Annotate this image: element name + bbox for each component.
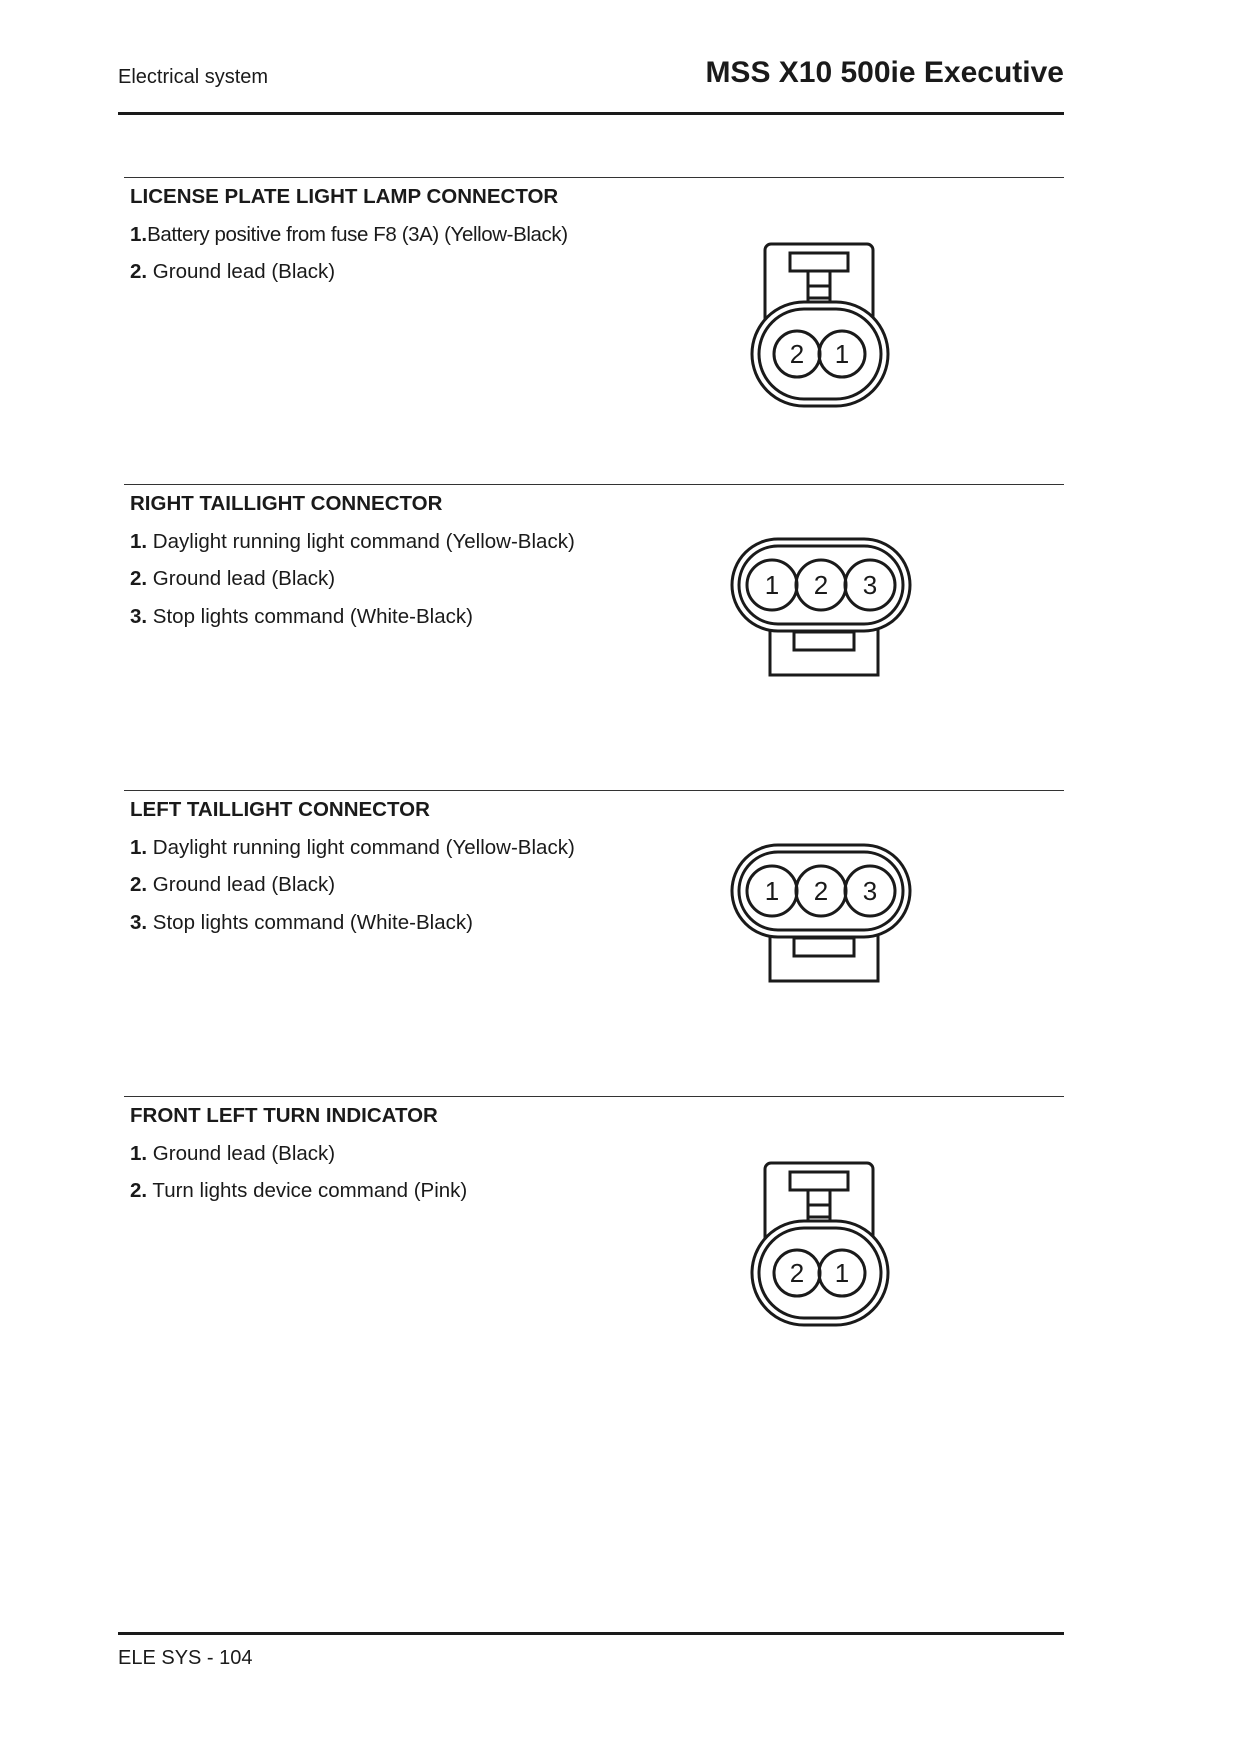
pin-text: Ground lead (Black)	[147, 567, 336, 590]
pin-text: Turn lights device command (Pink)	[147, 1179, 468, 1202]
pin-text: Daylight running light command (Yellow-Black)	[147, 530, 575, 553]
pin-description	[130, 836, 575, 860]
pin-label: 3	[862, 570, 878, 600]
connector-section-left-taillight	[124, 790, 1064, 1091]
pin-text: Ground lead (Black)	[147, 873, 336, 896]
pin-label: 2	[813, 876, 829, 906]
model-title: MSS X10 500ie Executive	[705, 56, 1064, 89]
pin-description	[130, 223, 568, 247]
section-title: LEFT TAILLIGHT CONNECTOR	[130, 798, 430, 821]
section-name: Electrical system	[118, 66, 269, 88]
pin-text: Ground lead (Black)	[147, 260, 336, 283]
section-title: LICENSE PLATE LIGHT LAMP CONNECTOR	[130, 185, 559, 208]
pin-number: 2.	[130, 873, 148, 896]
pin-text: Ground lead (Black)	[147, 1142, 336, 1165]
pin-label: 1	[764, 570, 780, 600]
pin-number: 3.	[130, 911, 148, 934]
pin-label: 3	[862, 876, 878, 906]
pin-label: 1	[764, 876, 780, 906]
three-pin-connector-diagram	[730, 843, 914, 983]
three-pin-connector-diagram	[730, 537, 914, 677]
pin-description	[130, 911, 473, 935]
page-footer	[118, 1632, 1064, 1669]
connector-section-right-taillight	[124, 484, 1064, 785]
pin-description	[130, 567, 335, 591]
pin-label: 1	[834, 1258, 850, 1288]
pin-text: Stop lights command (White-Black)	[147, 605, 473, 628]
two-pin-connector-diagram	[750, 1161, 900, 1327]
two-pin-connector-diagram	[750, 242, 900, 408]
pin-number: 2.	[130, 567, 148, 590]
page-header	[118, 56, 1064, 115]
pin-description	[130, 1179, 467, 1203]
pin-text: Stop lights command (White-Black)	[147, 911, 473, 934]
page-number: ELE SYS - 104	[118, 1647, 253, 1669]
pin-number: 1.	[130, 836, 148, 859]
pin-label: 2	[789, 339, 805, 369]
connector-section-front-left-turn	[124, 1096, 1064, 1397]
pin-description	[130, 530, 575, 554]
pin-text: Battery positive from fuse F8 (3A) (Yellow-Black)	[147, 223, 568, 246]
pin-number: 2.	[130, 1179, 148, 1202]
pin-label: 2	[789, 1258, 805, 1288]
section-title: RIGHT TAILLIGHT CONNECTOR	[130, 492, 443, 515]
pin-label: 1	[834, 339, 850, 369]
connector-section-license-plate	[124, 177, 1064, 478]
pin-number: 1.	[130, 1142, 148, 1165]
section-title: FRONT LEFT TURN INDICATOR	[130, 1104, 438, 1127]
pin-description	[130, 260, 335, 284]
pin-label: 2	[813, 570, 829, 600]
pin-number: 1.	[130, 223, 148, 246]
pin-description	[130, 873, 335, 897]
pin-text: Daylight running light command (Yellow-Black)	[147, 836, 575, 859]
pin-description	[130, 1142, 335, 1166]
pin-number: 3.	[130, 605, 148, 628]
pin-number: 1.	[130, 530, 148, 553]
pin-number: 2.	[130, 260, 148, 283]
pin-description	[130, 605, 473, 629]
